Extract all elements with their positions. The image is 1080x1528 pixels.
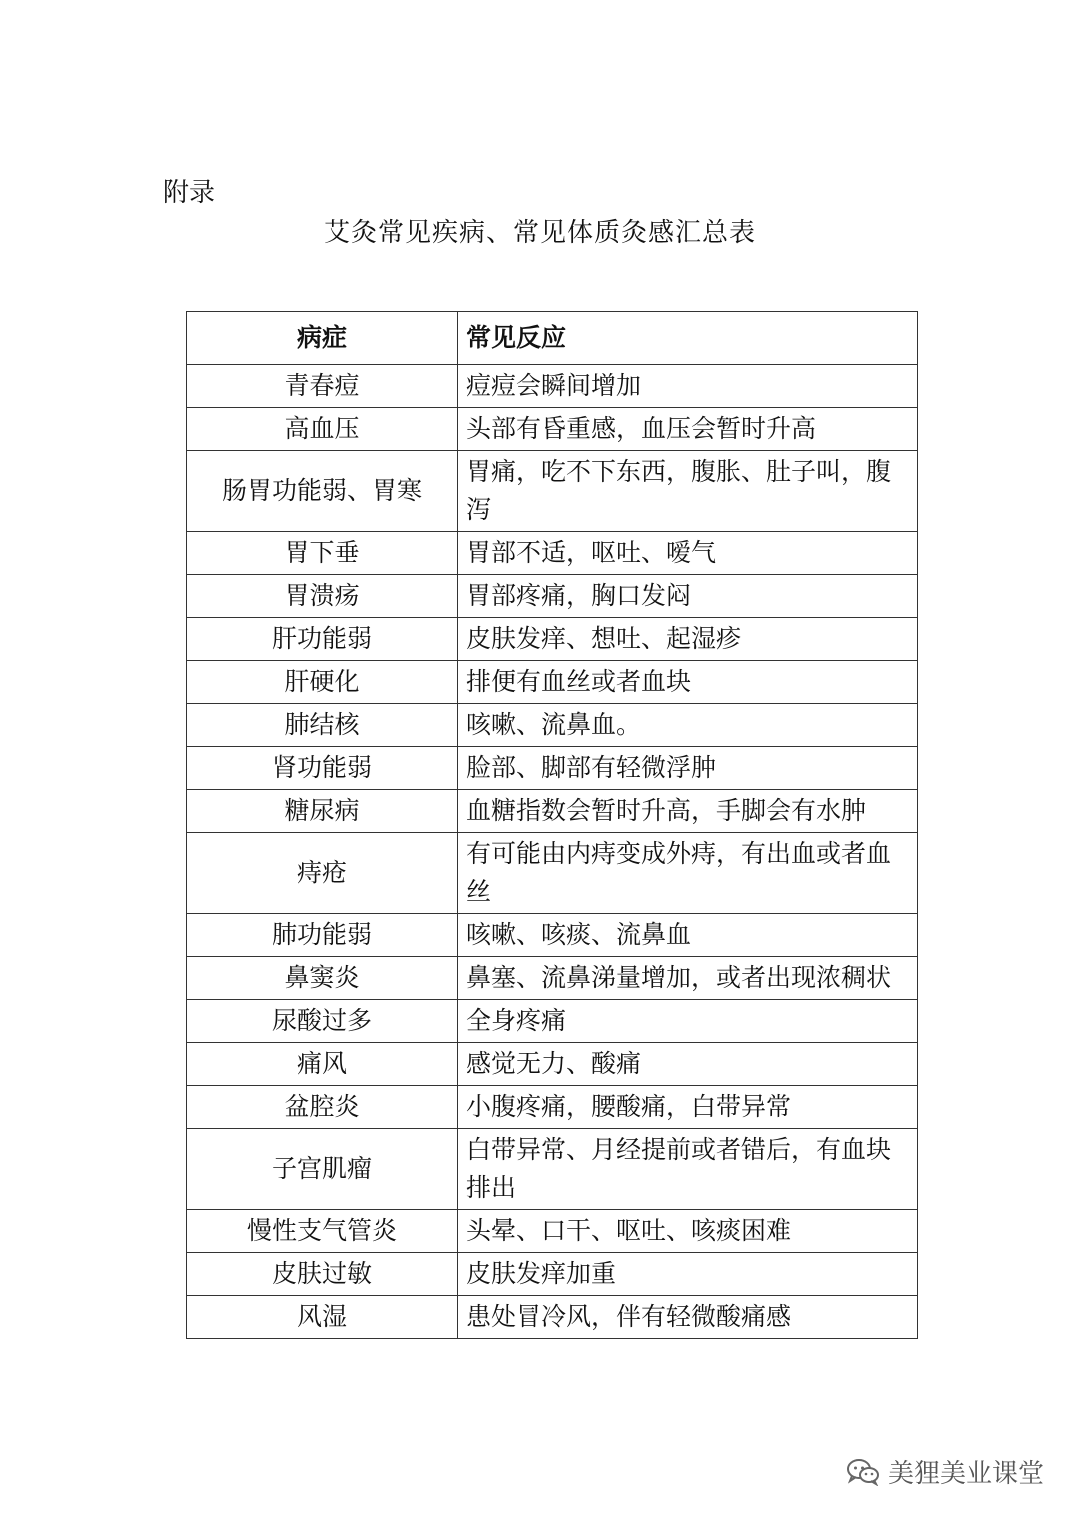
reaction-cell: 头晕、口干、呕吐、咳痰困难 [458,1210,918,1253]
disease-cell: 肾功能弱 [187,747,458,790]
reaction-cell: 胃部疼痛，胸口发闷 [458,575,918,618]
table-row [187,833,918,914]
reaction-cell: 排便有血丝或者血块 [458,661,918,704]
table-row [187,1043,918,1086]
reaction-cell: 感觉无力、酸痛 [458,1043,918,1086]
watermark [846,1453,1044,1490]
column-header-disease: 病症 [187,312,458,365]
reaction-cell: 痘痘会瞬间增加 [458,365,918,408]
table-row [187,1000,918,1043]
table-body [187,365,918,1339]
reaction-cell: 小腹疼痛，腰酸痛，白带异常 [458,1086,918,1129]
disease-cell: 胃溃疡 [187,575,458,618]
reaction-cell: 皮肤发痒加重 [458,1253,918,1296]
table-row [187,365,918,408]
table-header-row [187,312,918,365]
disease-cell: 糖尿病 [187,790,458,833]
table-row [187,747,918,790]
table-row [187,451,918,532]
column-header-reaction: 常见反应 [458,312,918,365]
table-row [187,1129,918,1210]
disease-cell: 鼻窦炎 [187,957,458,1000]
disease-cell: 盆腔炎 [187,1086,458,1129]
reaction-cell: 有可能由内痔变成外痔，有出血或者血丝 [458,833,918,914]
reaction-cell: 胃部不适，呕吐、嗳气 [458,532,918,575]
document-title: 艾灸常见疾病、常见体质灸感汇总表 [323,218,756,248]
reaction-cell: 皮肤发痒、想吐、起湿疹 [458,618,918,661]
reaction-cell: 白带异常、月经提前或者错后，有血块排出 [458,1129,918,1210]
reaction-cell: 全身疼痛 [458,1000,918,1043]
disease-cell: 子宫肌瘤 [187,1129,458,1210]
reaction-cell: 鼻塞、流鼻涕量增加，或者出现浓稠状 [458,957,918,1000]
reaction-cell: 头部有昏重感，血压会暂时升高 [458,408,918,451]
disease-cell: 高血压 [187,408,458,451]
table-row [187,914,918,957]
disease-cell: 肝硬化 [187,661,458,704]
table-row [187,1086,918,1129]
table-row [187,1253,918,1296]
disease-cell: 风湿 [187,1296,458,1339]
reaction-cell: 脸部、脚部有轻微浮肿 [458,747,918,790]
reaction-cell: 血糖指数会暂时升高，手脚会有水肿 [458,790,918,833]
table-row [187,704,918,747]
disease-cell: 痛风 [187,1043,458,1086]
table-row [187,408,918,451]
table-row [187,1296,918,1339]
watermark-text: 美狸美业课堂 [887,1459,1044,1489]
disease-cell: 肺功能弱 [187,914,458,957]
disease-cell: 尿酸过多 [187,1000,458,1043]
reaction-cell: 咳嗽、咳痰、流鼻血 [458,914,918,957]
summary-table [186,311,918,1339]
appendix-label: 附录 [163,178,216,208]
reaction-cell: 胃痛，吃不下东西，腹胀、肚子叫，腹泻 [458,451,918,532]
disease-cell: 肝功能弱 [187,618,458,661]
disease-cell: 肠胃功能弱、胃寒 [187,451,458,532]
table-row [187,1210,918,1253]
table-row [187,661,918,704]
table-row [187,618,918,661]
table-row [187,575,918,618]
table-row [187,790,918,833]
reaction-cell: 咳嗽、流鼻血。 [458,704,918,747]
disease-cell: 青春痘 [187,365,458,408]
reaction-cell: 患处冒冷风，伴有轻微酸痛感 [458,1296,918,1339]
wechat-icon [846,1458,880,1486]
disease-cell: 痔疮 [187,833,458,914]
disease-cell: 皮肤过敏 [187,1253,458,1296]
disease-cell: 肺结核 [187,704,458,747]
table-row [187,957,918,1000]
table-row [187,532,918,575]
disease-cell: 慢性支气管炎 [187,1210,458,1253]
disease-cell: 胃下垂 [187,532,458,575]
